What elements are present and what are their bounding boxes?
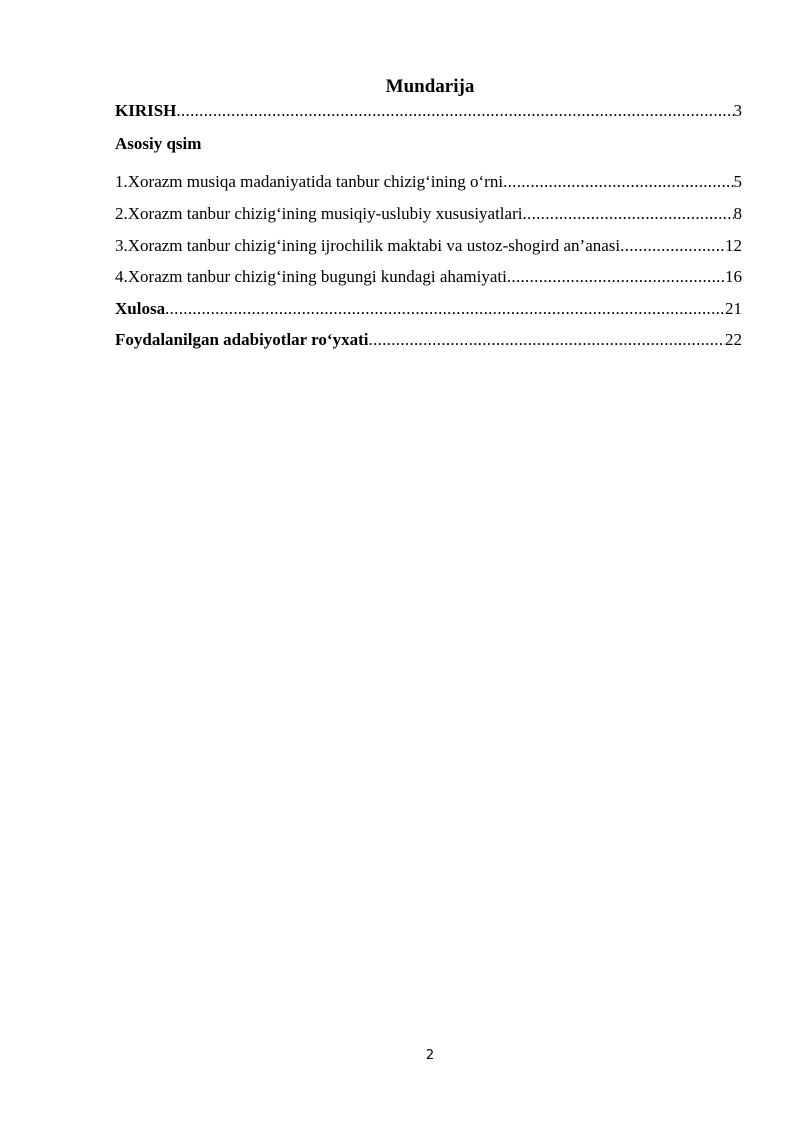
toc-entry-page: 22 [725, 330, 742, 349]
toc-entry-page: 8 [733, 204, 742, 223]
toc-entry-page: 5 [733, 172, 742, 191]
toc-entry-page: 16 [725, 267, 742, 286]
dot-leader [522, 203, 733, 225]
toc-entry-label: Xulosa [115, 299, 166, 318]
toc-entry-chapter-1[interactable] [115, 171, 742, 193]
toc-entry-chapter-2[interactable] [115, 203, 742, 225]
dot-leader [368, 329, 725, 351]
toc-entry-label: 2.Xorazm tanbur chizig‘ining musiqiy-uslubiy xususiyatlari [115, 204, 523, 223]
toc-entry-page: 3 [733, 101, 742, 120]
section-heading-main: Asosiy qsim [115, 134, 202, 153]
toc-entry-page: 21 [725, 299, 742, 318]
dot-leader [620, 235, 725, 257]
toc-entry-references[interactable] [115, 329, 742, 351]
toc-entry-page: 12 [725, 236, 742, 255]
toc-title: Mundarija [385, 76, 475, 97]
dot-leader [507, 266, 725, 288]
dot-leader [165, 298, 725, 320]
toc-entry-label: KIRISH [115, 101, 177, 120]
toc-entry-intro[interactable] [115, 100, 742, 122]
toc-entry-chapter-3[interactable] [115, 235, 742, 257]
toc-entry-label: 3.Xorazm tanbur chizig‘ining ijrochilik maktabi va ustoz-shogird an’anasi [115, 236, 621, 255]
page-number: 2 [425, 1048, 435, 1063]
toc-entry-label: 4.Xorazm tanbur chizig‘ining bugungi kundagi ahamiyati [115, 267, 507, 286]
toc-entry-conclusion[interactable] [115, 298, 742, 320]
dot-leader [503, 171, 733, 193]
toc-entry-label: 1.Xorazm musiqa madaniyatida tanbur chizig‘ining o‘rni [115, 172, 504, 191]
toc-entry-label: Foydalanilgan adabiyotlar ro‘yxati [115, 330, 369, 349]
dot-leader [176, 100, 733, 122]
toc-entry-chapter-4[interactable] [115, 266, 742, 288]
